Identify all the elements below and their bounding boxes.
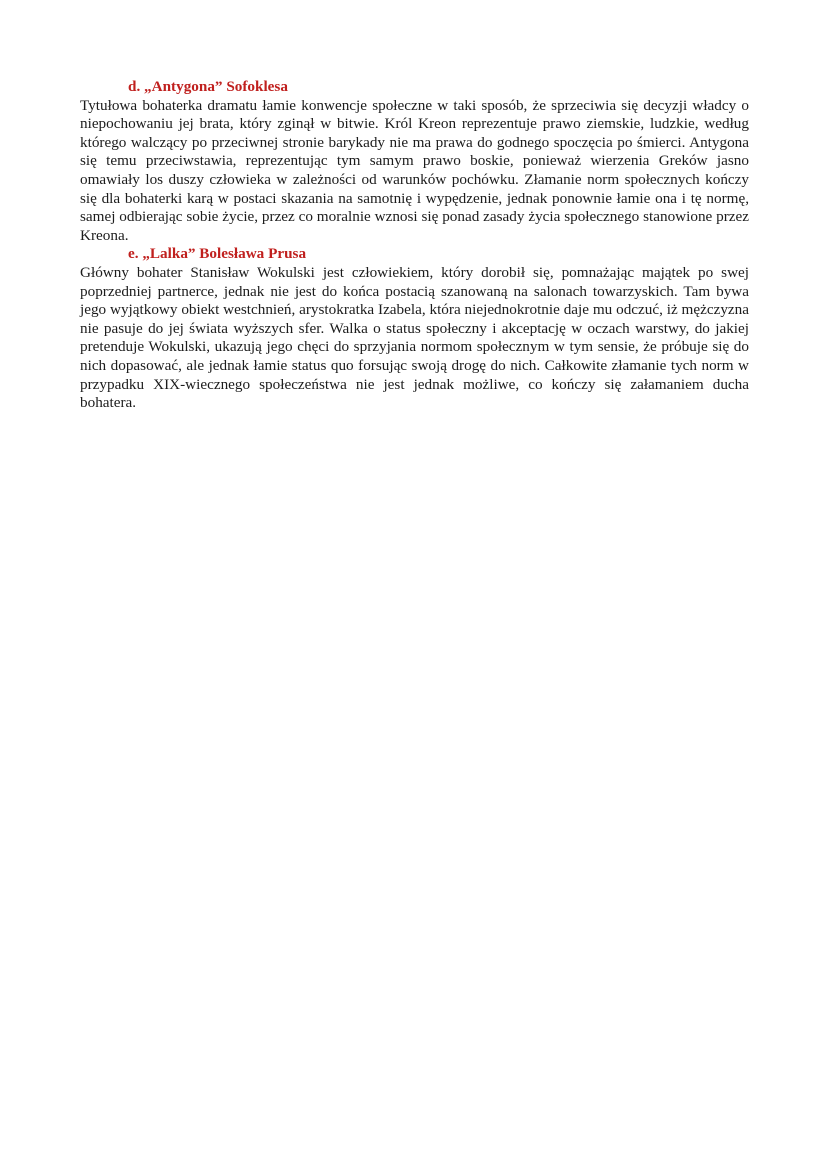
section-heading-lalka: e. „Lalka” Bolesława Prusa	[128, 245, 307, 263]
document-content	[80, 78, 749, 413]
section-body-antygona: Tytułowa bohaterka dramatu łamie konwencje społeczne w taki sposób, że sprzeciwia się decyzji władcy o niepochowaniu jej brata, który zginął w bitwie. Król Kreon reprezentuje prawo ziemskie, ludzkie, według którego walczący po przeciwnej stronie barykady nie ma prawa do godnego spoczęcia po śmierci. Antygona się temu przeciwstawia, reprezentując tym samym prawo boskie, ponieważ wierzenia Greków jasno omawiały los duszy człowieka w zależności od warunków pochówku. Złamanie norm społecznych kończy się dla bohaterki karą w postaci skazania na samotnię i wypędzenie, jednak ponownie łamie ona i tę normę, samej odbierając sobie życie, przez co moralnie wznosi się ponad zasady życia społecznego stanowione przez Kreona.	[80, 96, 749, 244]
section-body-lalka: Główny bohater Stanisław Wokulski jest człowiekiem, który dorobił się, pomnażając majątek po swej poprzedniej partnerce, jednak nie jest do końca postacią szanowaną na salonach towarzyskich. Tam bywa jego wyjątkowy obiekt westchnień, arystokratka Izabela, która niejednokrotnie daje mu odczuć, iż mężczyzna nie pasuje do jej świata wyższych sfer. Walka o status społeczny i akceptację w oczach warstwy, do jakiej pretenduje Wokulski, ukazują jego chęci do sprzyjania normom społecznym w tym sensie, że próbuje się do nich dopasować, ale jednak łamie status quo forsując swoją drogę do nich. Całkowite złamanie tych norm w przypadku XIX-wiecznego społeczeństwa nie jest jednak możliwe, co kończy się załamaniem ducha bohatera.	[80, 263, 749, 412]
section-heading-antygona: d. „Antygona” Sofoklesa	[128, 78, 288, 95]
